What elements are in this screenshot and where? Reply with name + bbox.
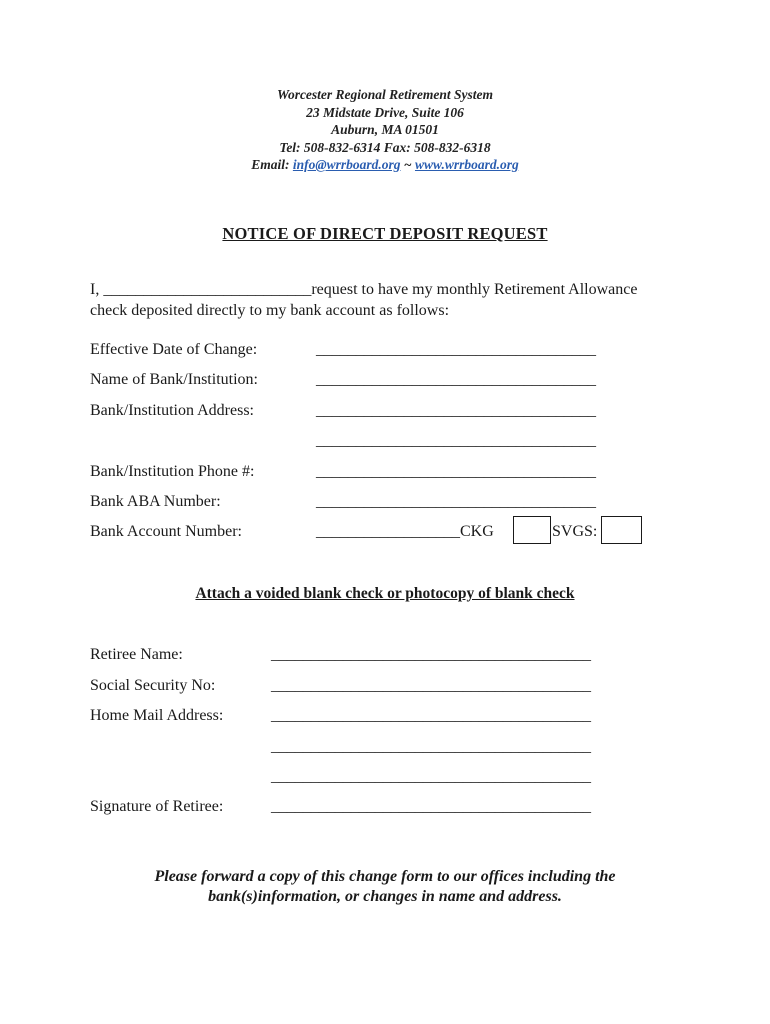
- website-link[interactable]: www.wrrboard.org: [414, 157, 519, 172]
- field-blank-home-address-1[interactable]: ________________________________________: [271, 707, 591, 724]
- field-label-effective-date: Effective Date of Change:: [90, 341, 258, 358]
- field-blank-home-address-3[interactable]: ________________________________________: [271, 768, 591, 785]
- field-blank-account-number[interactable]: __________________: [316, 523, 460, 540]
- field-label-account-number: Bank Account Number:: [90, 523, 242, 540]
- attach-check-note: Attach a voided blank check or photocopy of blank check: [195, 585, 575, 602]
- field-blank-home-address-2[interactable]: ________________________________________: [271, 738, 591, 755]
- intro-name-blank[interactable]: I, __________________________: [90, 281, 312, 298]
- field-blank-aba-number[interactable]: ___________________________________: [316, 493, 596, 510]
- separator: ~: [400, 157, 415, 172]
- field-blank-bank-address-1[interactable]: ___________________________________: [316, 402, 596, 419]
- address-line-2: Auburn, MA 01501: [331, 122, 439, 137]
- email-link[interactable]: info@wrrboard.org: [292, 157, 401, 172]
- ckg-checkbox[interactable]: [513, 516, 551, 544]
- field-blank-signature[interactable]: ________________________________________: [271, 798, 591, 815]
- field-blank-bank-phone[interactable]: ___________________________________: [316, 463, 596, 480]
- contact-line: [0, 156, 770, 174]
- field-label-aba-number: Bank ABA Number:: [90, 493, 221, 510]
- intro-text-1: request to have my monthly Retirement Allowance: [311, 281, 638, 298]
- svgs-label: SVGS:: [552, 523, 598, 540]
- field-blank-bank-address-2[interactable]: ___________________________________: [316, 432, 596, 449]
- email-label: Email:: [251, 157, 293, 172]
- account-number-row: [316, 523, 494, 541]
- field-label-ssn: Social Security No:: [90, 677, 216, 694]
- form-title: NOTICE OF DIRECT DEPOSIT REQUEST: [222, 224, 548, 243]
- footer-instructions: [0, 867, 770, 907]
- footer-line-1: Please forward a copy of this change form to our offices including the: [154, 868, 616, 885]
- ckg-label: CKG: [460, 523, 494, 540]
- field-blank-bank-name[interactable]: ___________________________________: [316, 371, 596, 388]
- intro-text-2: check deposited directly to my bank account as follows:: [90, 302, 450, 319]
- field-label-signature: Signature of Retiree:: [90, 798, 224, 815]
- field-label-bank-address: Bank/Institution Address:: [90, 402, 254, 419]
- field-label-retiree-name: Retiree Name:: [90, 646, 183, 663]
- field-blank-retiree-name[interactable]: ________________________________________: [271, 646, 591, 663]
- intro-paragraph: [90, 279, 690, 321]
- field-label-home-address: Home Mail Address:: [90, 707, 224, 724]
- org-name: Worcester Regional Retirement System: [276, 87, 494, 102]
- letterhead: [0, 86, 770, 174]
- field-label-bank-phone: Bank/Institution Phone #:: [90, 463, 255, 480]
- field-blank-ssn[interactable]: ________________________________________: [271, 677, 591, 694]
- footer-line-2: bank(s)information, or changes in name and address.: [208, 888, 562, 905]
- field-label-bank-name: Name of Bank/Institution:: [90, 371, 258, 388]
- phone-fax: Tel: 508-832-6314 Fax: 508-832-6318: [279, 139, 491, 155]
- field-blank-effective-date[interactable]: ___________________________________: [316, 341, 596, 358]
- address-line-1: 23 Midstate Drive, Suite 106: [306, 104, 464, 120]
- svgs-checkbox[interactable]: [601, 516, 642, 544]
